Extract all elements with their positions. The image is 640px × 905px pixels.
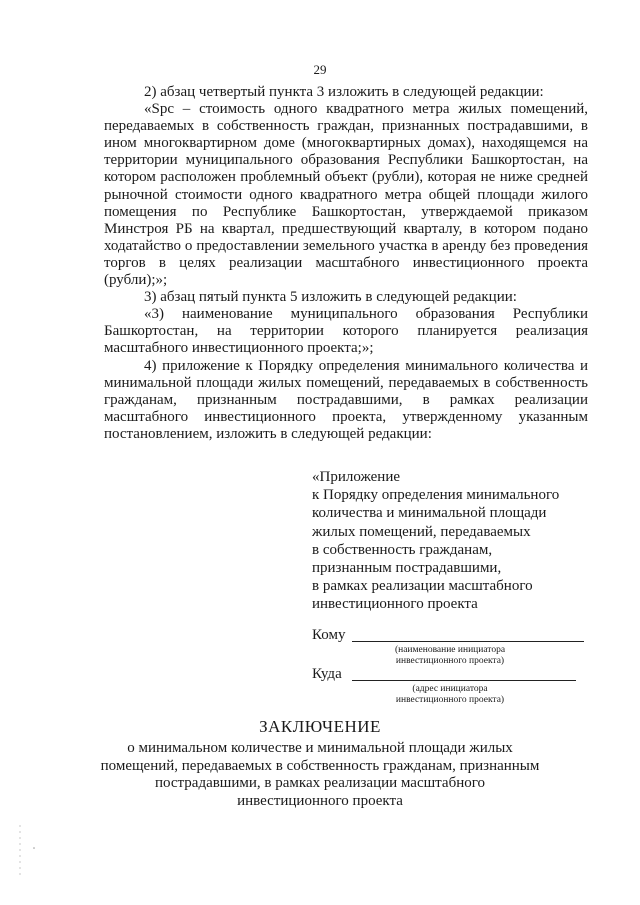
- appendix-line: в собственность гражданам,: [312, 541, 493, 558]
- to-field-hint: (наименование инициатора инвестиционного проекта): [394, 645, 506, 666]
- where-field-hint: (адрес инициатора инвестиционного проекта): [395, 684, 505, 705]
- paragraph-spc-definition: «Spc – стоимость одного квадратного метра жилых помещений, передаваемых в собственность граждан, признанных пострадавшими, в ином многоквартирном доме (многоквартирных домах), находящемся на территории муниципального образования Республики Башкортостан, на котором расположен проблемный объект (рубли), которая не ниже средней рыночной стоимости одного квадратного метра общей площади жилого помещения по Республике Башкортостан, утверждаемой приказом Минстроя РБ на квартал, предшествующий кварталу, в котором подано ходатайство о предоставлении земельного участка в аренду без проведения торгов в целях реализации масштабного инвестиционного проекта (рубли);»;: [104, 101, 588, 289]
- paragraph-item-3-text: «3) наименование муниципального образования Республики Башкортостан, на территории которого планируется реализация масштабного инвестиционного проекта;»;: [104, 306, 588, 357]
- where-field: [312, 665, 582, 683]
- appendix-line: к Порядку определения минимального: [312, 487, 560, 504]
- appendix-line: признанным пострадавшими,: [312, 560, 502, 577]
- appendix-line: жилых помещений, передаваемых: [312, 523, 531, 540]
- to-field: [312, 626, 582, 644]
- to-field-line: [352, 641, 584, 642]
- where-field-label: Куда: [312, 666, 342, 682]
- conclusion-subheading: о минимальном количестве и минимальной площади жилых помещений, передаваемых в собственность гражданам, признанным пострадавшими, в рамках реализации масштабного инвестиционного проекта: [100, 740, 540, 809]
- paragraph-item-3: 3) абзац пятый пункта 5 изложить в следующей редакции:: [144, 289, 517, 306]
- appendix-header: [312, 468, 602, 614]
- conclusion-heading: ЗАКЛЮЧЕНИЕ: [259, 717, 381, 736]
- appendix-line: количества и минимальной площади: [312, 505, 547, 522]
- appendix-line: в рамках реализации масштабного: [312, 578, 533, 595]
- appendix-line: «Приложение: [312, 469, 401, 485]
- paragraph-item-2: 2) абзац четвертый пункта 3 изложить в следующей редакции:: [144, 84, 544, 100]
- page-number: 29: [313, 62, 327, 77]
- where-field-line: [352, 680, 576, 681]
- to-field-label: Кому: [312, 627, 346, 643]
- paragraph-item-4: 4) приложение к Порядку определения минимального количества и минимальной площади жилых помещений, передаваемых в собственность гражданам, признанным пострадавшими, в рамках реализации масштабного инвестиционного проекта, утвержденному указанным постановлением, изложить в следующей редакции:: [104, 357, 588, 442]
- scan-margin-marks: [12, 820, 42, 880]
- appendix-line: инвестиционного проекта: [312, 596, 478, 613]
- amendment-text: [104, 84, 588, 443]
